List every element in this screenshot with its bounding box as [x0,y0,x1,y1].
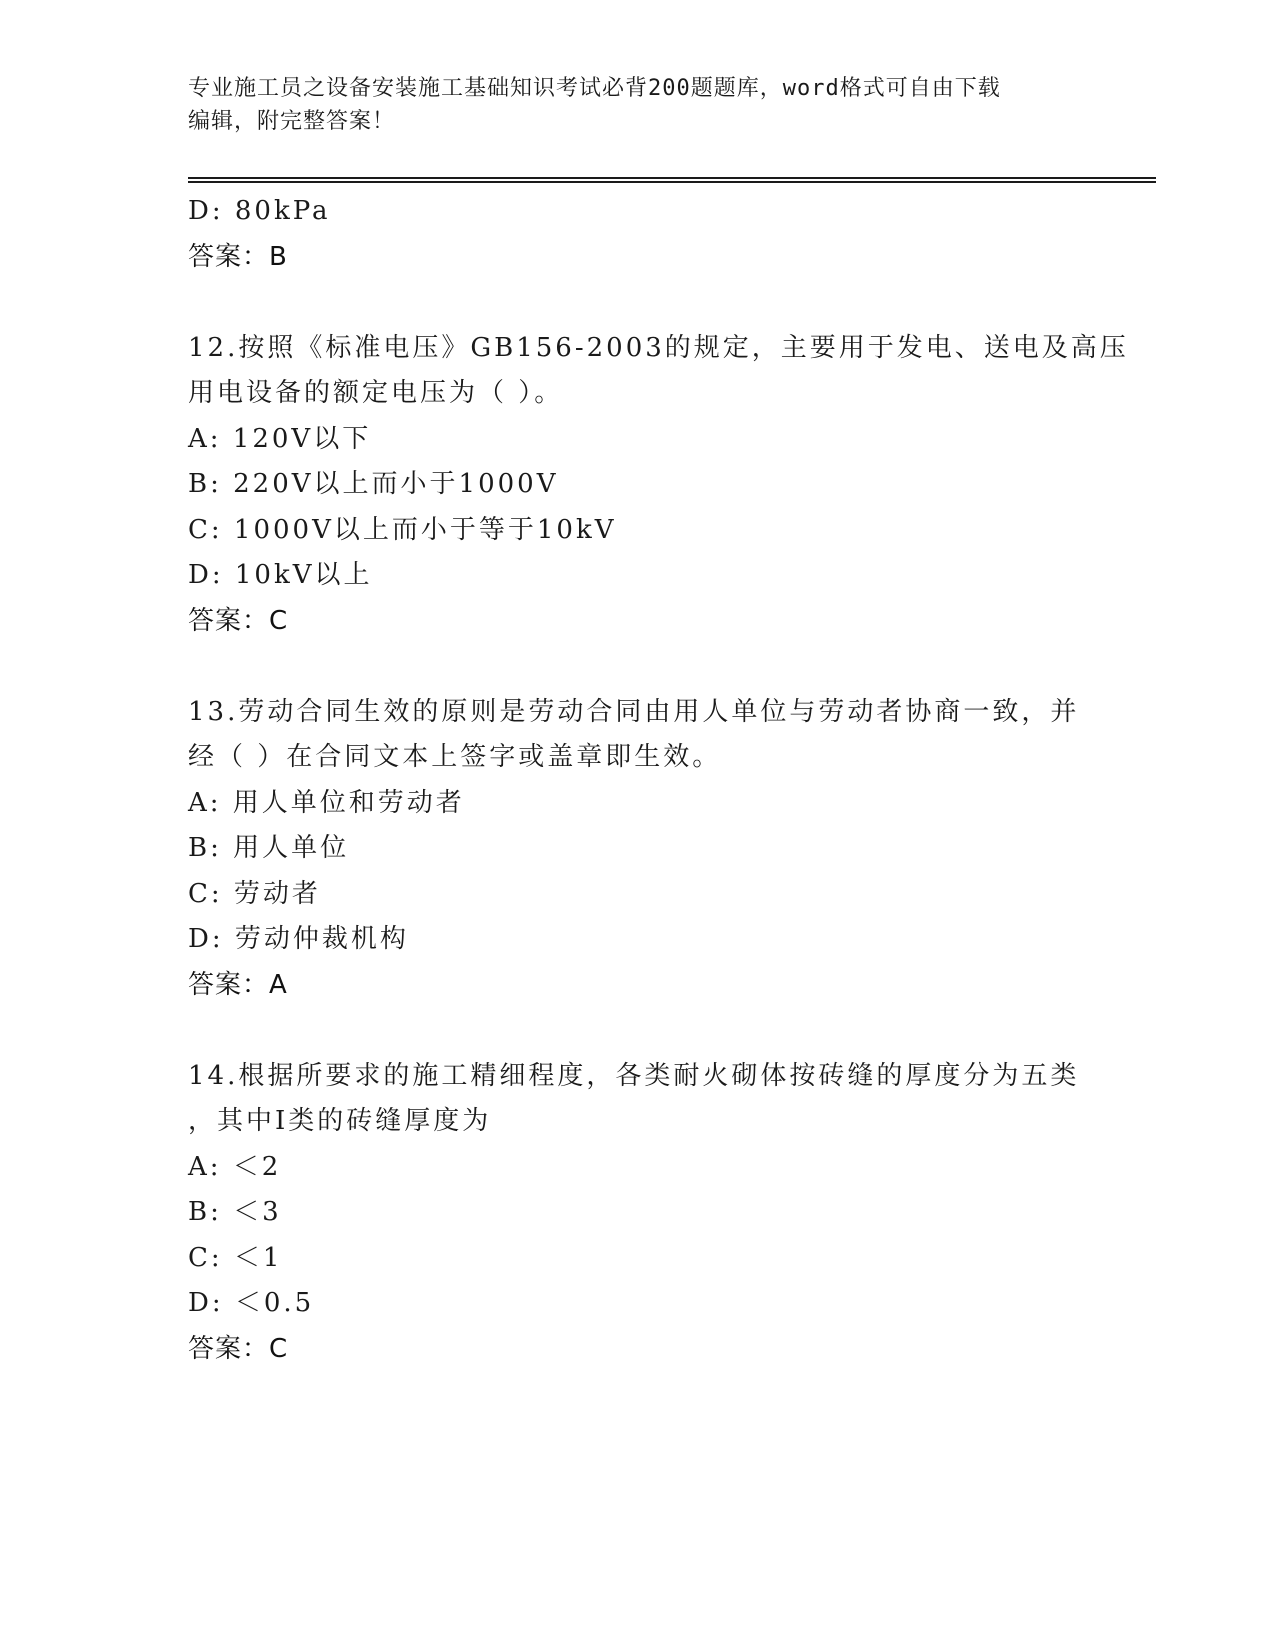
question-stem-line-2: 经（ ）在合同文本上签字或盖章即生效。 [188,742,722,772]
question-stem-line-1: 13.劳动合同生效的原则是劳动合同由用人单位与劳动者协商一致，并 [188,696,1080,727]
spacer [188,280,1088,326]
question-stem-line-1: 14.根据所要求的施工精细程度，各类耐火砌体按砖缝的厚度分为五类 [188,1060,1080,1091]
question-stem-line-2: ，其中I类的砖缝厚度为 [188,1106,492,1136]
option-d: D: 80kPa [188,196,331,226]
previous-question-tail [188,189,1088,280]
header-double-rule [188,177,1156,183]
option-b: B: ＜3 [188,1197,282,1227]
option-a: A: 用人单位和劳动者 [188,787,465,818]
question-14 [188,1054,1088,1373]
option-c: C: 劳动者 [188,878,321,909]
answer-line: 答案：C [188,605,289,636]
question-13 [188,690,1088,1009]
option-c: C: 1000V以上而小于等于10kV [188,514,617,545]
answer-line: 答案：A [188,969,288,1000]
spacer [188,1008,1088,1054]
answer-line: 答案：B [188,241,288,272]
option-d: D: 10kV以上 [188,560,373,590]
question-12 [188,326,1129,645]
document-header [188,72,1078,138]
option-c: C: ＜1 [188,1242,283,1273]
option-b: B: 220V以上而小于1000V [188,469,559,499]
question-stem-line-2: 用电设备的额定电压为（ ）。 [188,378,564,408]
question-stem-line-1: 12.按照《标准电压》GB156-2003的规定，主要用于发电、送电及高压 [188,332,1129,363]
option-b: B: 用人单位 [188,833,350,863]
answer-line: 答案：C [188,1333,289,1364]
option-a: A: ＜2 [188,1151,282,1182]
spacer [188,644,1088,690]
option-d: D: 劳动仲裁机构 [188,924,409,954]
header-title-line-2: 编辑，附完整答案！ [188,109,396,134]
option-a: A: 120V以下 [188,423,372,454]
header-title-line-1: 专业施工员之设备安装施工基础知识考试必背200题题库，word格式可自由下载 [188,76,1001,101]
question-content [188,189,1129,1372]
option-d: D: ＜0.5 [188,1288,315,1318]
